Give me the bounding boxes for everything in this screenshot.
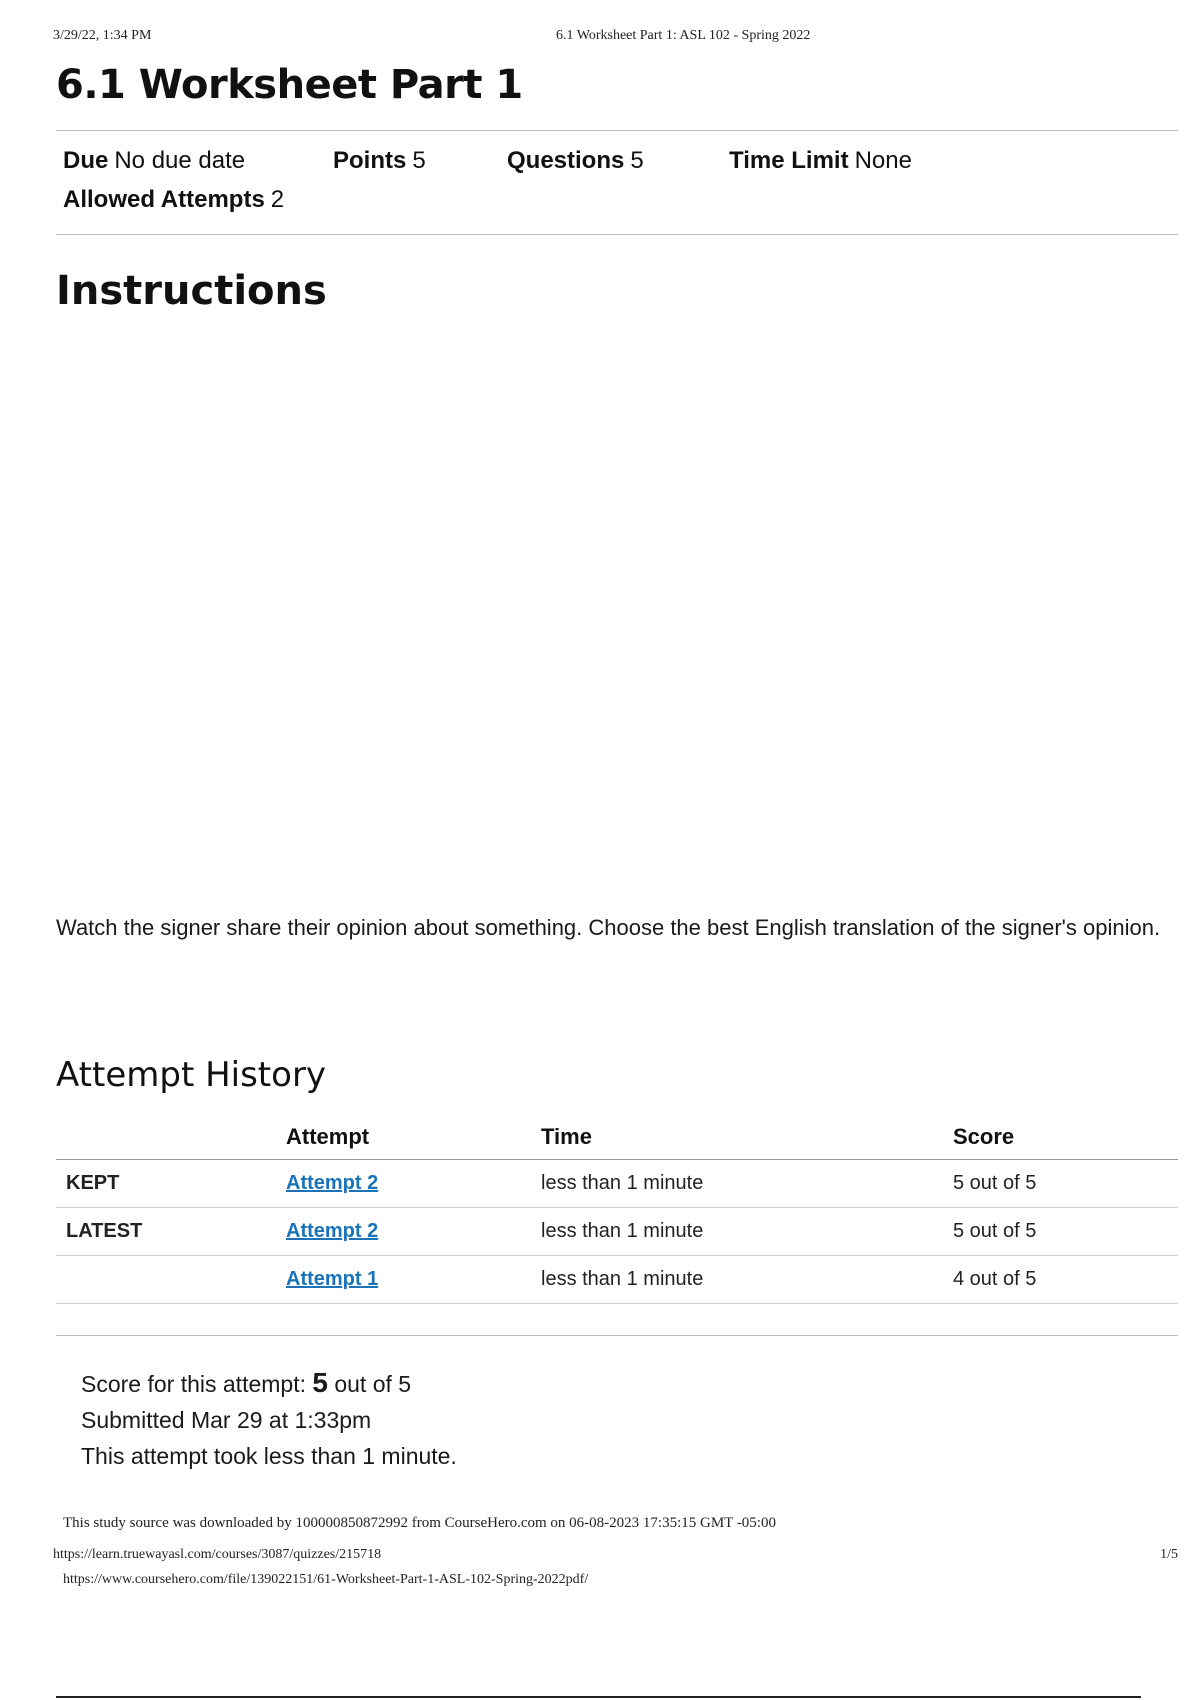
attempt-history-heading: Attempt History [56, 1055, 327, 1095]
allowed-attempts-item [63, 186, 284, 214]
questions-value: 5 [630, 147, 644, 174]
column-header [56, 1115, 286, 1160]
table-header-row [56, 1115, 1178, 1160]
instructions-text: Watch the signer share their opinion about something. Choose the best English translation of the signer's opinion. [56, 915, 1161, 940]
attempt-time: less than 1 minute [541, 1160, 953, 1208]
attempt-link[interactable]: Attempt 1 [286, 1268, 379, 1290]
time-limit-label: Time Limit [729, 147, 849, 174]
attempt-time: less than 1 minute [541, 1256, 953, 1304]
score-value: 5 [312, 1367, 328, 1398]
score-suffix: out of 5 [327, 1371, 412, 1397]
attempt-link[interactable]: Attempt 2 [286, 1220, 379, 1242]
points-item [333, 147, 426, 175]
table-row [56, 1256, 1178, 1304]
table-row [56, 1160, 1178, 1208]
download-watermark: This study source was downloaded by 100000850872992 from CourseHero.com on 06-08-2023 17:35:15 GMT -05:00 [63, 1515, 776, 1531]
divider [56, 234, 1178, 235]
column-header: Score [953, 1115, 1178, 1160]
attempt-link[interactable]: Attempt 2 [286, 1172, 379, 1194]
submitted-text: Submitted Mar 29 at 1:33pm [81, 1407, 372, 1433]
attempt-history-table [56, 1115, 1178, 1304]
attempt-status: KEPT [56, 1160, 286, 1208]
questions-item [507, 147, 644, 175]
table-row [56, 1208, 1178, 1256]
attempts-label: Allowed Attempts [63, 186, 265, 213]
points-label: Points [333, 147, 407, 174]
page-title: 6.1 Worksheet Part 1 [56, 62, 523, 108]
score-line [81, 1365, 457, 1402]
column-header: Attempt [286, 1115, 541, 1160]
divider [56, 1696, 1141, 1698]
due-label: Due [63, 147, 109, 174]
attempt-score: 5 out of 5 [953, 1160, 1178, 1208]
divider [56, 130, 1178, 131]
questions-label: Questions [507, 147, 625, 174]
score-summary [81, 1365, 457, 1474]
duration-text: This attempt took less than 1 minute. [81, 1443, 457, 1469]
attempt-status [56, 1256, 286, 1304]
attempt-status: LATEST [56, 1208, 286, 1256]
footer-url: https://learn.truewayasl.com/courses/3087/quizzes/215718 [53, 1547, 382, 1562]
due-item [63, 147, 245, 175]
divider [56, 1335, 1178, 1336]
time-limit-item [729, 147, 912, 175]
footer-source-url: https://www.coursehero.com/file/139022151/61-Worksheet-Part-1-ASL-102-Spring-2022pdf/ [63, 1572, 589, 1587]
time-limit-value: None [854, 147, 912, 174]
print-header [53, 28, 1147, 48]
attempt-time: less than 1 minute [541, 1208, 953, 1256]
score-prefix: Score for this attempt: [81, 1371, 313, 1397]
print-date: 3/29/22, 1:34 PM [53, 28, 152, 43]
column-header: Time [541, 1115, 953, 1160]
attempts-value: 2 [270, 186, 285, 213]
instructions-heading: Instructions [56, 268, 327, 314]
attempt-score: 4 out of 5 [953, 1256, 1178, 1304]
points-value: 5 [412, 147, 426, 174]
due-value: No due date [114, 147, 246, 174]
attempt-score: 5 out of 5 [953, 1208, 1178, 1256]
print-doc-title: 6.1 Worksheet Part 1: ASL 102 - Spring 2022 [556, 28, 811, 43]
page-number: 1/5 [1160, 1547, 1178, 1562]
